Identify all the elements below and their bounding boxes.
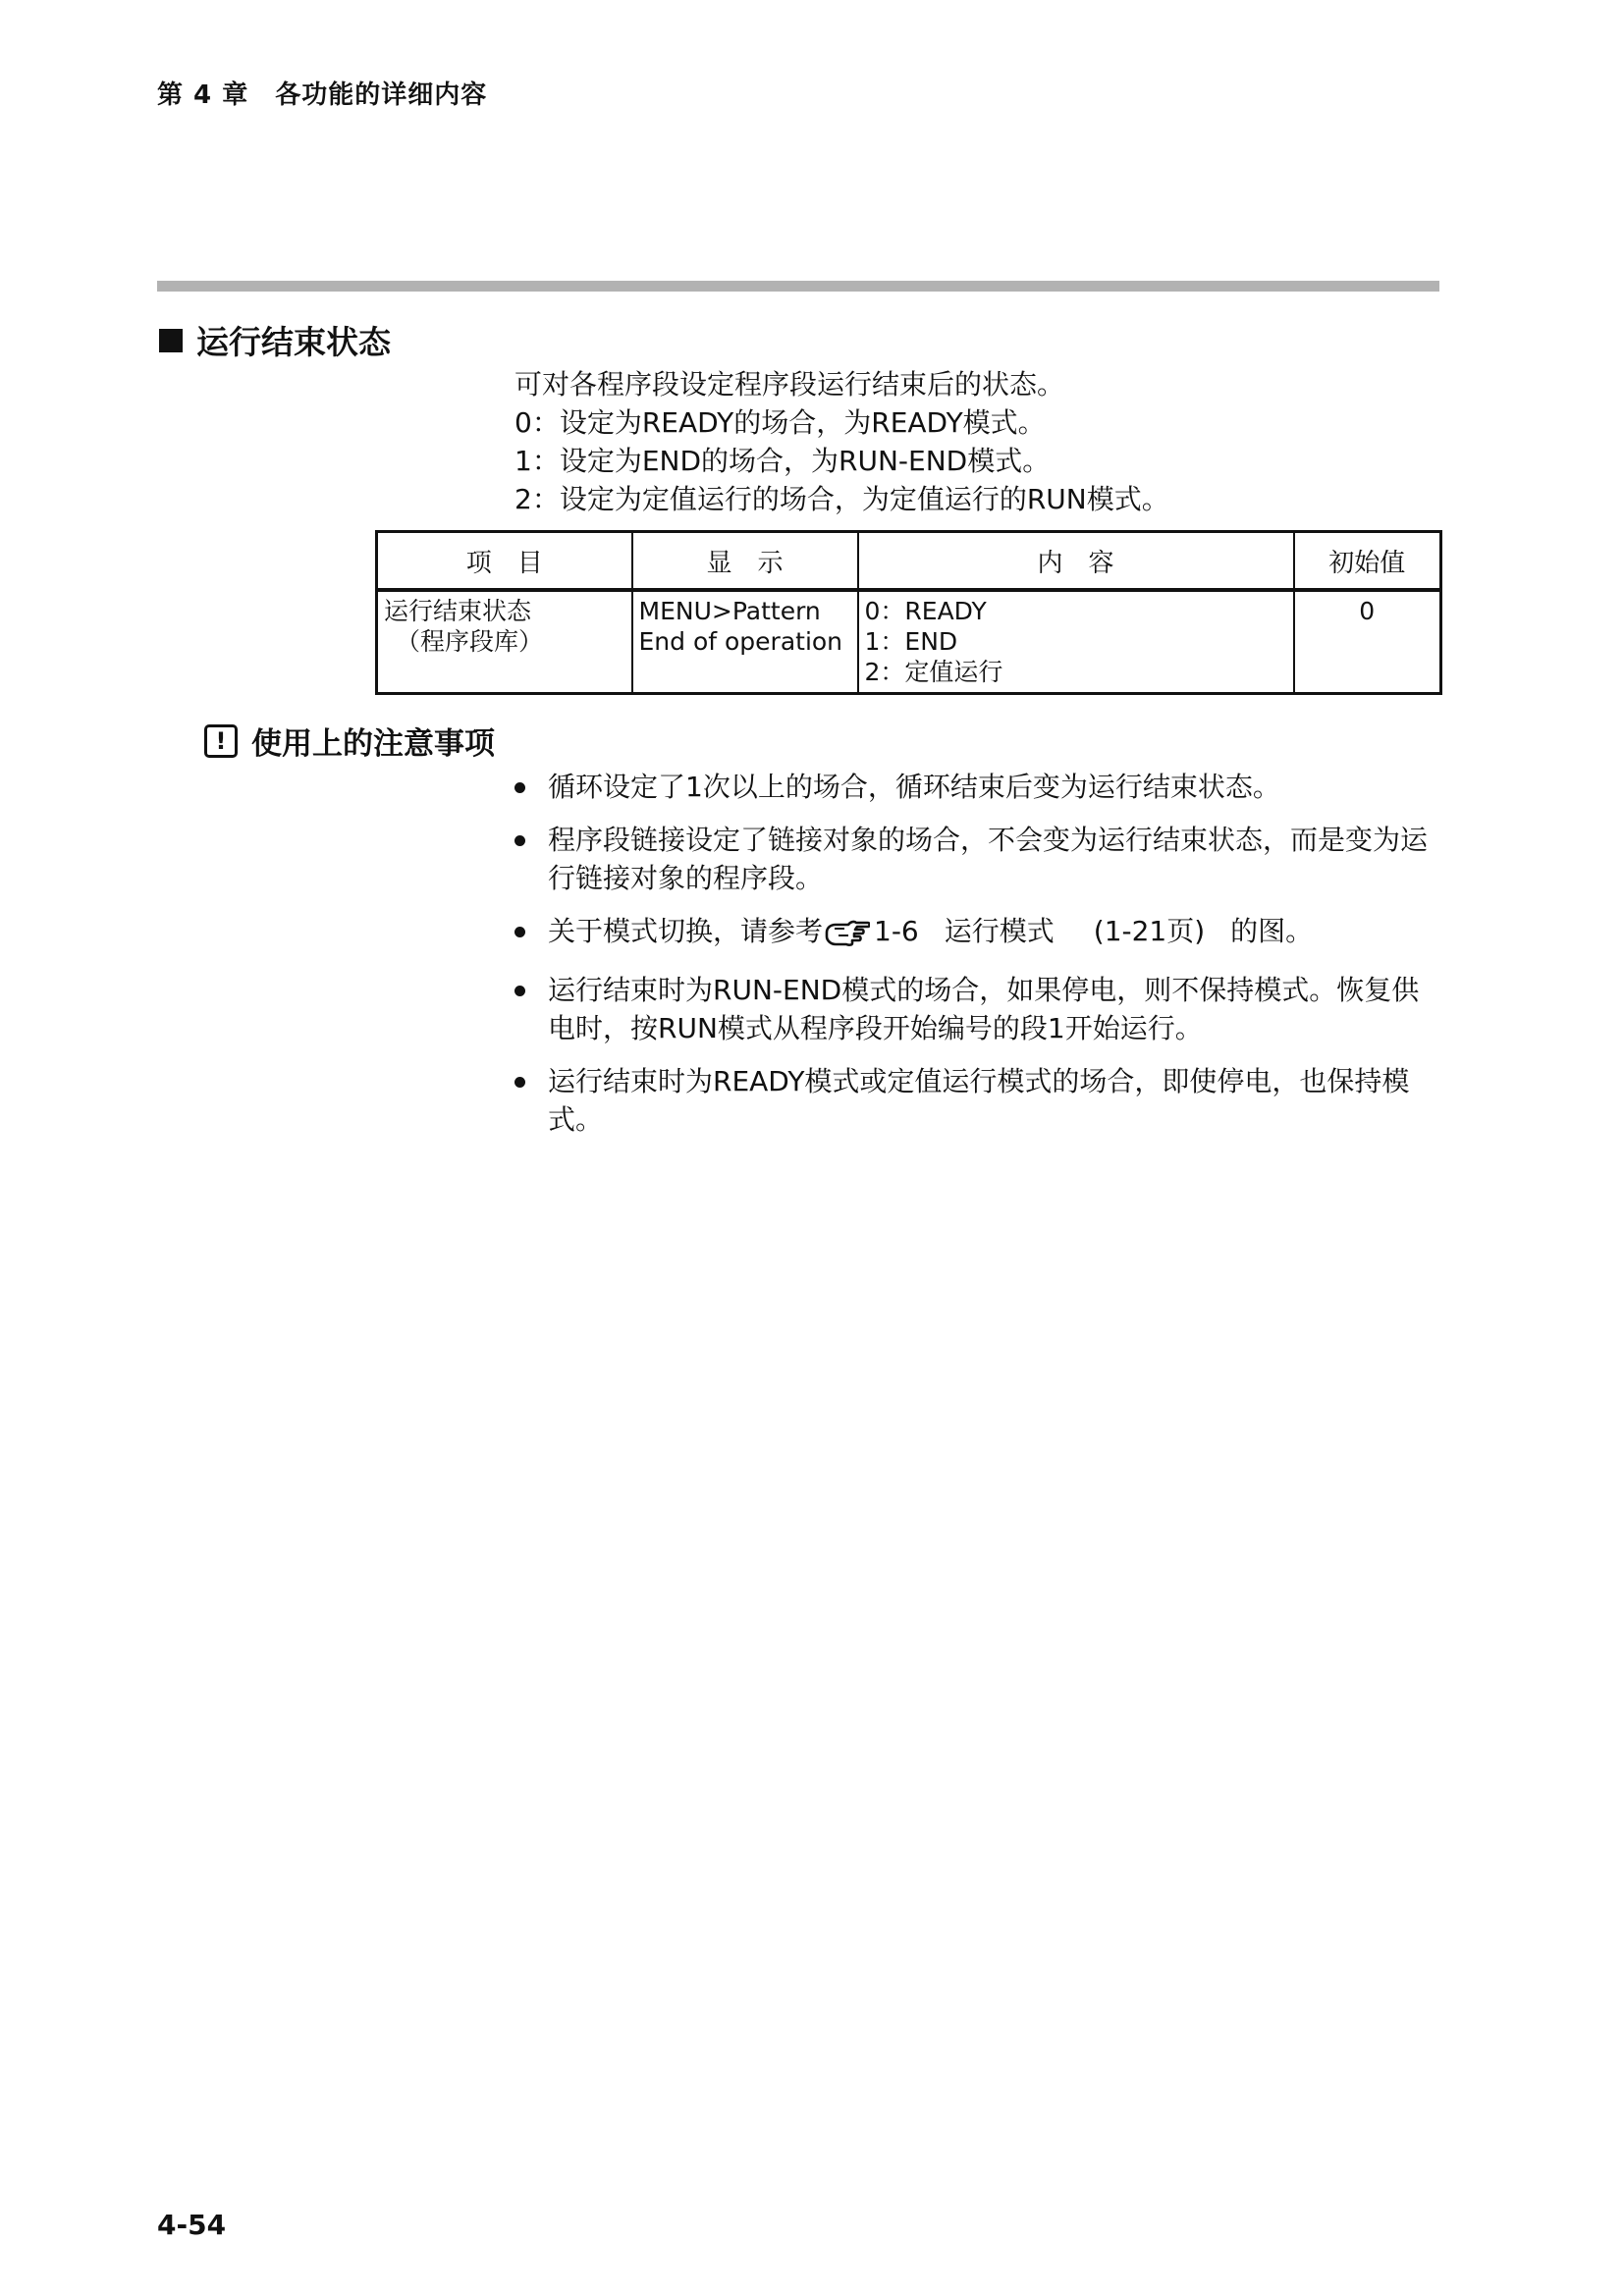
cell-initial: 0 <box>1294 590 1441 694</box>
table-header-initial: 初始值 <box>1294 532 1441 591</box>
reference-title[interactable]: 运行模式 <box>944 915 1055 947</box>
list-item <box>509 821 1441 897</box>
section-title <box>159 317 391 363</box>
cell-item <box>377 590 632 694</box>
cell-content-line: 0：READY <box>864 597 987 625</box>
table-row <box>377 590 1441 694</box>
list-item-text: 运行结束时为RUN-END模式的场合，如果停电，则不保持模式。恢复供电时，按RUN模式从程序段开始编号的段1开始运行。 <box>548 974 1420 1044</box>
list-item-text: 关于模式切换，请参考 <box>548 915 824 947</box>
cell-display <box>632 590 858 694</box>
bullet-icon <box>514 782 525 793</box>
list-item-text: 循环设定了1次以上的场合，循环结束后变为运行结束状态。 <box>548 771 1280 803</box>
list-item <box>509 971 1441 1047</box>
cell-content <box>858 590 1294 694</box>
table-header-item: 项 目 <box>377 532 632 591</box>
section-title-text: 运行结束状态 <box>196 323 391 361</box>
intro-line: 1：设定为END的场合，为RUN-END模式。 <box>514 445 1051 477</box>
notice-title <box>204 719 495 763</box>
bullet-icon <box>514 986 525 996</box>
exclamation-box-icon: ! <box>204 724 238 758</box>
list-item-text: 的图。 <box>1230 915 1314 947</box>
cell-display-line: End of operation <box>638 627 843 656</box>
section-divider <box>157 281 1439 292</box>
list-item-text: 程序段链接设定了链接对象的场合，不会变为运行结束状态，而是变为运行链接对象的程序段。 <box>548 824 1429 894</box>
reference-link[interactable]: 1-6 <box>874 915 919 947</box>
intro-line: 可对各程序段设定程序段运行结束后的状态。 <box>514 368 1065 400</box>
list-item-text: 运行结束时为READY模式或定值运行模式的场合，即使停电，也保持模式。 <box>548 1065 1410 1136</box>
section-intro <box>514 365 1169 518</box>
list-item <box>509 1062 1441 1139</box>
reference-page: (1-21页) <box>1093 915 1206 947</box>
intro-line: 0：设定为READY的场合，为READY模式。 <box>514 406 1046 439</box>
list-item <box>509 768 1441 806</box>
parameter-table <box>375 530 1442 695</box>
cell-content-line: 1：END <box>864 627 958 656</box>
cell-item-line: （程序段库） <box>396 627 544 656</box>
cell-display-line: MENU>Pattern <box>638 597 821 625</box>
table-header-row <box>377 532 1441 591</box>
pointing-hand-icon <box>825 918 870 956</box>
table-header-display: 显 示 <box>632 532 858 591</box>
intro-line: 2：设定为定值运行的场合，为定值运行的RUN模式。 <box>514 483 1169 515</box>
cell-item-line: 运行结束状态 <box>384 597 532 625</box>
notice-list <box>509 768 1441 1153</box>
page-number: 4-54 <box>157 2209 227 2241</box>
cell-content-line: 2：定值运行 <box>864 658 1003 686</box>
bullet-icon <box>514 835 525 846</box>
square-bullet-icon <box>159 329 183 352</box>
list-item <box>509 912 1441 956</box>
chapter-header: 第 4 章 各功能的详细内容 <box>157 80 488 110</box>
table-header-content: 内 容 <box>858 532 1294 591</box>
bullet-icon <box>514 1077 525 1088</box>
notice-title-text: 使用上的注意事项 <box>251 726 495 762</box>
bullet-icon <box>514 927 525 937</box>
